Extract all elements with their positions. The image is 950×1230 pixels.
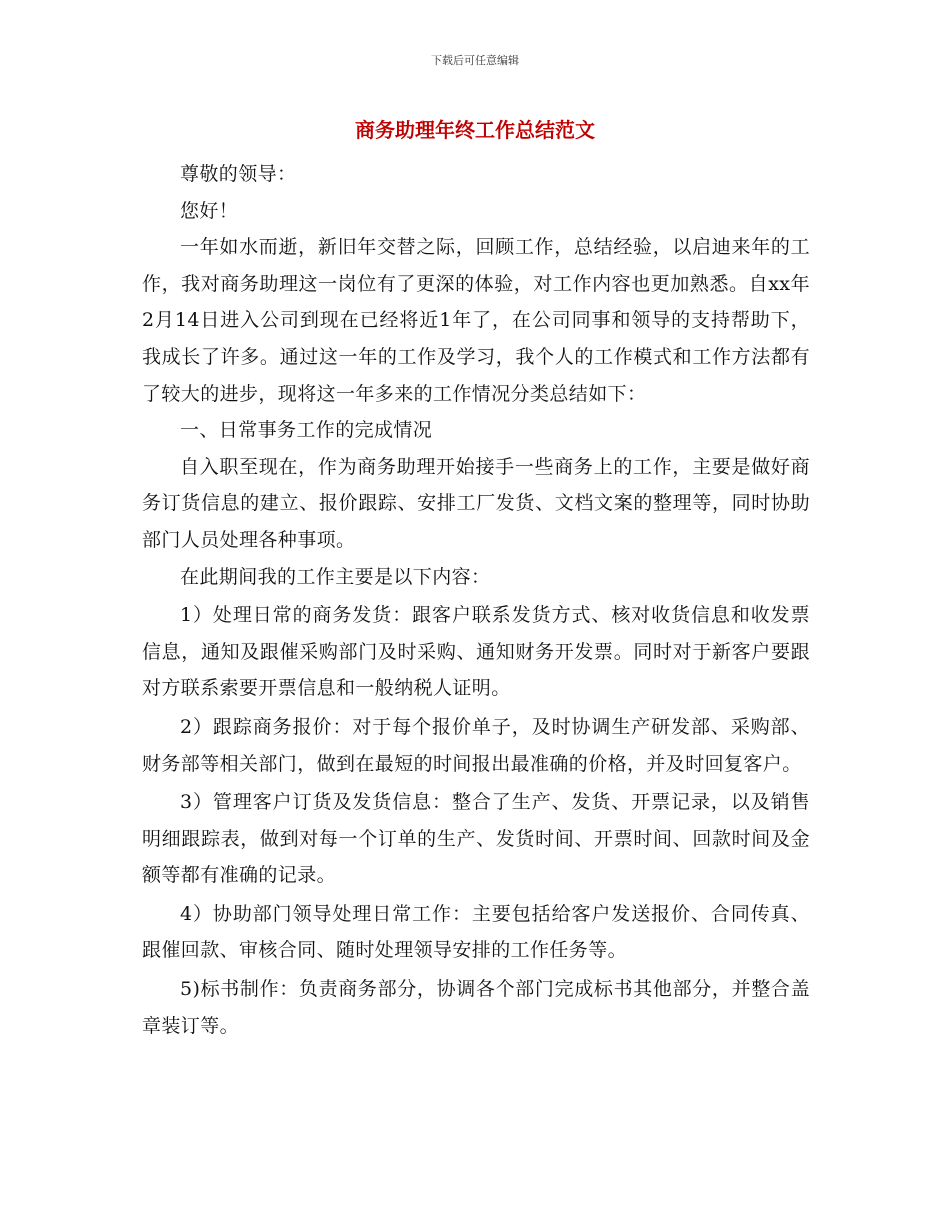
salutation: 尊敬的领导：: [180, 163, 297, 185]
header-note: 下载后可任意编辑: [431, 54, 519, 67]
document-body: [142, 156, 810, 1044]
paragraph-overview: 自入职至现在，作为商务助理开始接手一些商务上的工作，主要是做好商务订货信息的建立、报价跟踪、安排工厂发货、文档文案的整理等，同时协助部门人员处理各种事项。: [142, 455, 810, 551]
greeting: 您好！: [180, 199, 239, 222]
paragraph-intro: 一年如水而逝，新旧年交替之际，回顾工作，总结经验，以启迪来年的工作，我对商务助理这一岗位有了更深的体验，对工作内容也更加熟悉。自xx年2月14日进入公司到现在已经将近1年了，在公司同事和领导的支持帮助下，我成长了许多。通过这一年的工作及学习，我个人的工作模式和工作方法都有了较大的进步，现将这一年多来的工作情况分类总结如下：: [142, 236, 810, 405]
list-item-1: 1）处理日常的商务发货：跟客户联系发货方式、核对收货信息和收发票信息，通知及跟催采购部门及时采购、通知财务开发票。同时对于新客户要跟对方联系索要开票信息和一般纳税人证明。: [142, 604, 810, 700]
list-item-5: 5)标书制作：负责商务部分，协调各个部门完成标书其他部分，并整合盖章装订等。: [142, 978, 810, 1037]
section-heading: 一、日常事务工作的完成情况: [180, 419, 433, 442]
document-title: 商务助理年终工作总结范文: [355, 118, 595, 142]
list-item-3: 3）管理客户订货及发货信息：整合了生产、发货、开票记录，以及销售明细跟踪表，做到对每一个订单的生产、发货时间、开票时间、回款时间及金额等都有准确的记录。: [142, 791, 810, 887]
list-item-4: 4）协助部门领导处理日常工作：主要包括给客户发送报价、合同传真、跟催回款、审核合同、随时处理领导安排的工作任务等。: [142, 902, 810, 962]
list-item-2: 2）跟踪商务报价：对于每个报价单子，及时协调生产研发部、采购部、财务部等相关部门，做到在最短的时间报出最准确的价格，并及时回复客户。: [142, 715, 810, 775]
paragraph-lead-in: 在此期间我的工作主要是以下内容：: [180, 565, 491, 588]
